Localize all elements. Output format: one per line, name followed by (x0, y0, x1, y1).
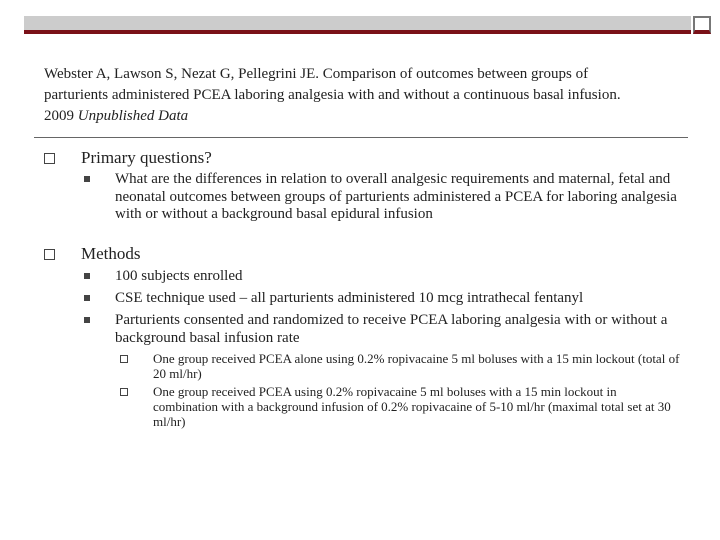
bullet-primary-questions (44, 148, 212, 168)
sub-list-item-text: One group received PCEA alone using 0.2% ropivacaine 5 ml boluses with a 15 min lockout (total of 20 ml/hr) (153, 351, 680, 381)
solid-square-bullet-icon (84, 273, 90, 279)
citation (44, 64, 644, 127)
list-item (84, 290, 684, 308)
divider-line (34, 137, 688, 138)
solid-square-bullet-icon (84, 295, 90, 301)
hollow-square-bullet-icon (44, 153, 55, 164)
sub-list-item (120, 351, 680, 381)
hollow-square-bullet-icon (120, 388, 128, 396)
hollow-square-bullet-icon (44, 249, 55, 260)
heading-methods: Methods (81, 244, 141, 263)
hollow-square-bullet-icon (120, 355, 128, 363)
sub-list-item (120, 384, 680, 429)
title-bar-square (693, 16, 711, 34)
heading-primary-questions: Primary questions? (81, 148, 212, 167)
title-bar (24, 16, 691, 34)
list-item (84, 268, 684, 286)
bullet-methods (44, 244, 141, 264)
solid-square-bullet-icon (84, 176, 90, 182)
list-item-text: Parturients consented and randomized to receive PCEA laboring analgesia with or without a background basal infusion rate (115, 312, 668, 346)
list-item-text: 100 subjects enrolled (115, 268, 243, 284)
list-item (84, 171, 684, 224)
solid-square-bullet-icon (84, 317, 90, 323)
title-bar-decoration (24, 16, 711, 34)
list-item-text: CSE technique used – all parturients administered 10 mcg intrathecal fentanyl (115, 290, 584, 306)
sub-list-item-text: One group received PCEA using 0.2% ropivacaine 5 ml boluses with a 15 min lockout in combination with a background infusion of 0.2% ropivacaine of 5-10 ml/hr (maximal total set at 30 ml/hr) (153, 384, 671, 429)
list-item-text: What are the differences in relation to overall analgesic requirements and maternal, fetal and neonatal outcomes between groups of parturients administered a PCEA for laboring analgesia with or without a background basal epidural infusion (115, 171, 677, 222)
citation-text: Webster A, Lawson S, Nezat G, Pellegrini JE. Comparison of outcomes between groups of parturients administered PCEA laboring analgesia with and without a continuous basal infusion. 2009 (44, 66, 621, 124)
list-item (84, 312, 684, 347)
citation-italic: Unpublished Data (77, 108, 189, 124)
